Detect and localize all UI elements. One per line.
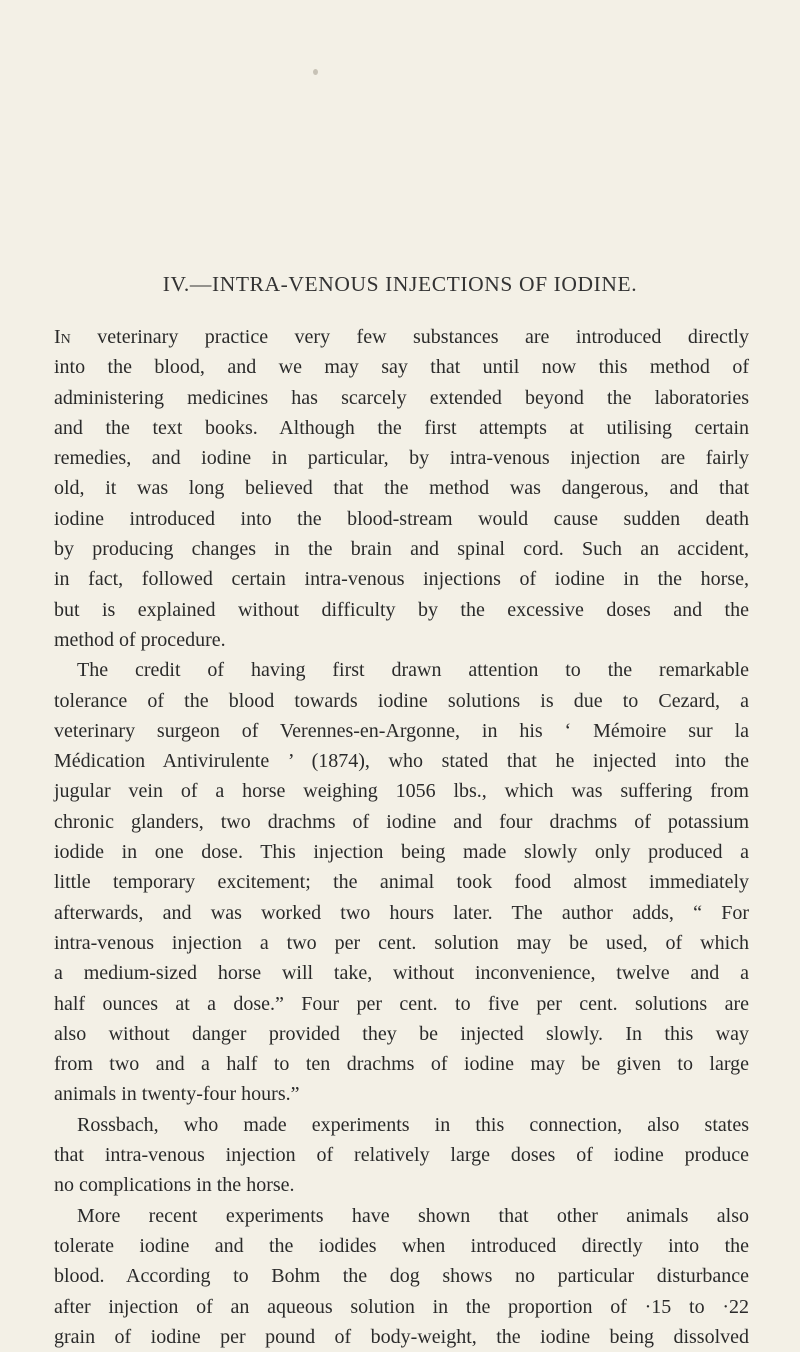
line-text: half ounces at a dose.” Four per cent. to five per cent. solutions are: [54, 992, 749, 1015]
line-text: and the text books. Although the first attempts at utilising certain: [54, 416, 749, 439]
text-line: [54, 383, 749, 413]
text-line: [54, 776, 749, 806]
text-line: [54, 1079, 749, 1109]
text-line: [54, 595, 749, 625]
text-line: [54, 504, 749, 534]
line-text: veterinary practice very few substances are introduced directly: [70, 326, 749, 348]
text-line: [54, 352, 749, 382]
line-text: in fact, followed certain intra-venous injections of iodine in the horse,: [54, 568, 749, 591]
line-text: remedies, and iodine in particular, by intra-venous injection are fairly: [54, 447, 749, 470]
line-text: tolerance of the blood towards iodine solutions is due to Cezard, a: [54, 689, 749, 712]
line-text: iodide in one dose. This injection being made slowly only produced a: [54, 841, 749, 864]
section-heading: IV.—INTRA-VENOUS INJECTIONS OF IODINE.: [162, 272, 638, 296]
text-line: [54, 443, 749, 473]
text-line: [54, 413, 749, 443]
text-line: [54, 655, 749, 685]
text-line: [54, 989, 749, 1019]
line-text: iodine introduced into the blood-stream would cause sudden death: [54, 507, 749, 530]
line-text: Médication Antivirulente ’ (1874), who stated that he injected into the: [54, 750, 749, 773]
line-text: from two and a half to ten drachms of iodine may be given to large: [54, 1053, 749, 1076]
line-text: by producing changes in the brain and spinal cord. Such an accident,: [54, 538, 749, 561]
line-text: also without danger provided they be injected slowly. In this way: [54, 1022, 749, 1045]
text-line: [54, 322, 749, 352]
text-line: [54, 898, 749, 928]
text-line: [54, 928, 749, 958]
line-text: method of procedure.: [54, 628, 226, 651]
line-text: little temporary excitement; the animal took food almost immediately: [54, 871, 749, 894]
line-text: no complications in the horse.: [54, 1174, 295, 1197]
paper-speck: [313, 69, 318, 75]
text-line: [54, 1292, 749, 1322]
text-line: [54, 1231, 749, 1261]
line-text: More recent experiments have shown that other animals also: [77, 1204, 749, 1227]
line-text: but is explained without difficulty by the excessive doses and the: [54, 598, 749, 621]
line-text: Rossbach, who made experiments in this connection, also states: [77, 1113, 749, 1136]
paragraph: [54, 1201, 749, 1352]
line-text: after injection of an aqueous solution in the proportion of ·15 to ·22: [54, 1295, 749, 1318]
paragraph: [54, 655, 749, 1109]
text-line: [54, 1049, 749, 1079]
text-line: [54, 1170, 749, 1200]
line-text: that intra-venous injection of relatively large doses of iodine produce: [54, 1144, 749, 1167]
line-text: a medium-sized horse will take, without inconvenience, twelve and a: [54, 962, 749, 985]
paragraph: [54, 322, 749, 655]
line-text: intra-venous injection a two per cent. solution may be used, of which: [54, 931, 749, 954]
text-line: [54, 867, 749, 897]
text-line: [54, 1110, 749, 1140]
body-text: [54, 322, 749, 1352]
text-line: [54, 473, 749, 503]
text-line: [54, 958, 749, 988]
line-text: blood. According to Bohm the dog shows no particular disturbance: [54, 1265, 749, 1288]
paragraph-lead: In: [54, 326, 71, 348]
line-text: veterinary surgeon of Verennes-en-Argonne, in his ‘ Mémoire sur la: [54, 719, 749, 742]
line-text: chronic glanders, two drachms of iodine and four drachms of potassium: [54, 810, 749, 833]
text-line: [54, 1261, 749, 1291]
text-line: [54, 746, 749, 776]
paragraph: [54, 1110, 749, 1201]
text-line: [54, 564, 749, 594]
text-line: [54, 534, 749, 564]
text-line: [54, 686, 749, 716]
line-text: animals in twenty-four hours.”: [54, 1083, 300, 1106]
line-text: tolerate iodine and the iodides when introduced directly into the: [54, 1234, 749, 1257]
text-line: [54, 1322, 749, 1352]
line-text: grain of iodine per pound of body-weight, the iodine being dissolved: [54, 1325, 749, 1348]
line-text: into the blood, and we may say that until now this method of: [54, 356, 749, 379]
text-line: [54, 625, 749, 655]
text-line: [54, 807, 749, 837]
text-line: [54, 837, 749, 867]
line-text: The credit of having first drawn attention to the remarkable: [77, 659, 749, 682]
text-line: [54, 716, 749, 746]
line-text: administering medicines has scarcely extended beyond the laboratories: [54, 386, 749, 409]
text-line: [54, 1201, 749, 1231]
line-text: old, it was long believed that the method was dangerous, and that: [54, 477, 749, 500]
line-text: afterwards, and was worked two hours later. The author adds, “ For: [54, 901, 749, 924]
line-text: jugular vein of a horse weighing 1056 lbs., which was suffering from: [54, 780, 749, 803]
text-line: [54, 1140, 749, 1170]
text-line: [54, 1019, 749, 1049]
